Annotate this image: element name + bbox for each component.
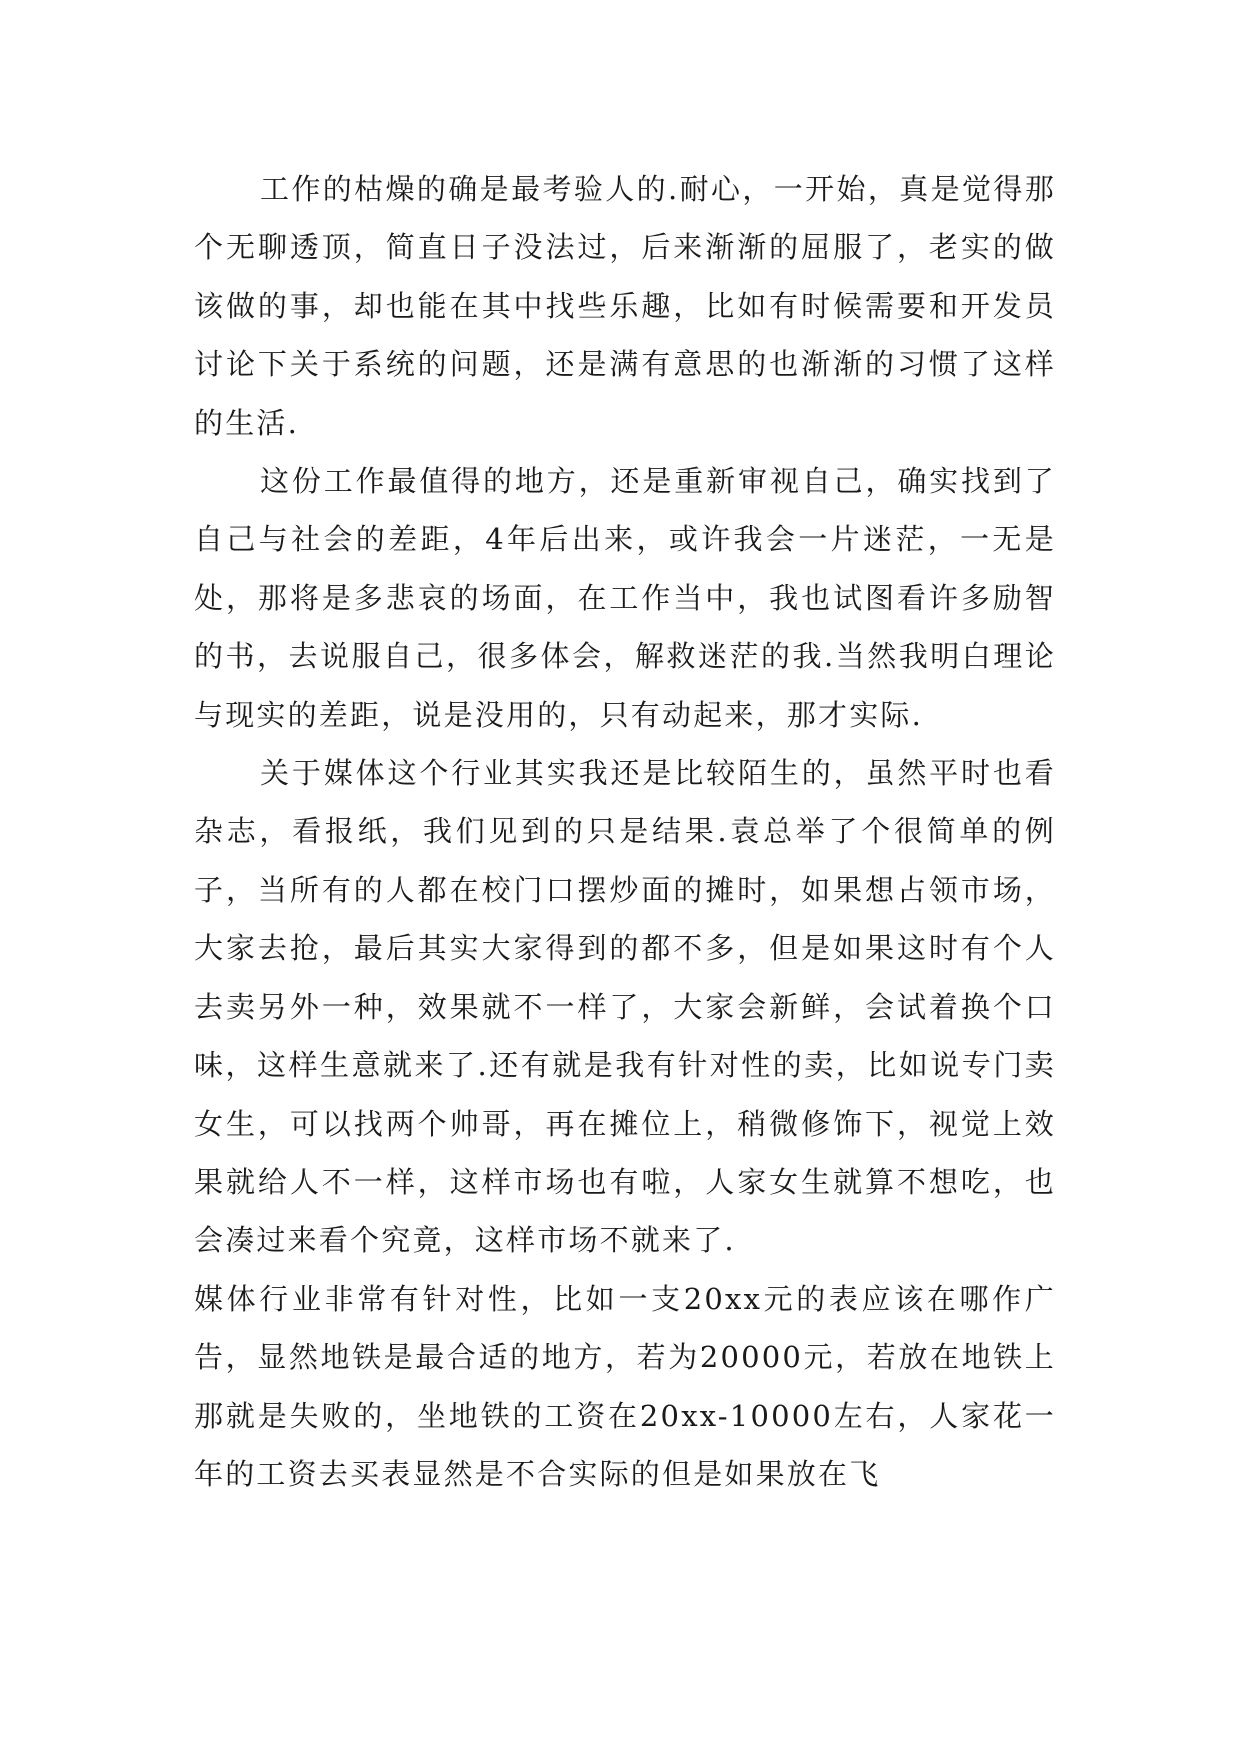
paragraph-work-boredom: 工作的枯燥的确是最考验人的.耐心，一开始，真是觉得那个无聊透顶，简直日子没法过，后来渐渐的屈服了，老实的做该做的事，却也能在其中找些乐趣，比如有时候需要和开发员讨论下关于系统的问题，还是满有意思的也渐渐的习惯了这样的生活. (194, 172, 1056, 440)
body-text (194, 160, 1056, 1503)
paragraph-media-industry: 关于媒体这个行业其实我还是比较陌生的，虽然平时也看杂志，看报纸，我们见到的只是结果.袁总举了个很简单的例子，当所有的人都在校门口摆炒面的摊时，如果想占领市场，大家去抢，最后其实大家得到的都不多，但是如果这时有个人去卖另外一种，效果就不一样了，大家会新鲜，会试着换个口味，这样生意就来了.还有就是我有针对性的卖，比如说专门卖女生，可以找两个帅哥，再在摊位上，稍微修饰下，视觉上效果就给人不一样，这样市场也有啦，人家女生就算不想吃，也会凑过来看个究竟，这样市场不就来了. (194, 756, 1056, 1258)
paragraph-self-reflection: 这份工作最值得的地方，还是重新审视自己，确实找到了自己与社会的差距，4年后出来，或许我会一片迷茫，一无是处，那将是多悲哀的场面，在工作当中，我也试图看许多励智的书，去说服自己，很多体会，解救迷茫的我.当然我明白理论与现实的差距，说是没用的，只有动起来，那才实际. (194, 464, 1056, 732)
paragraph-targeted-advertising: 媒体行业非常有针对性，比如一支20xx元的表应该在哪作广告，显然地铁是最合适的地方，若为20000元，若放在地铁上那就是失败的，坐地铁的工资在20xx-10000左右，人家花一年的工资去买表显然是不合实际的但是如果放在飞 (194, 1281, 1056, 1491)
